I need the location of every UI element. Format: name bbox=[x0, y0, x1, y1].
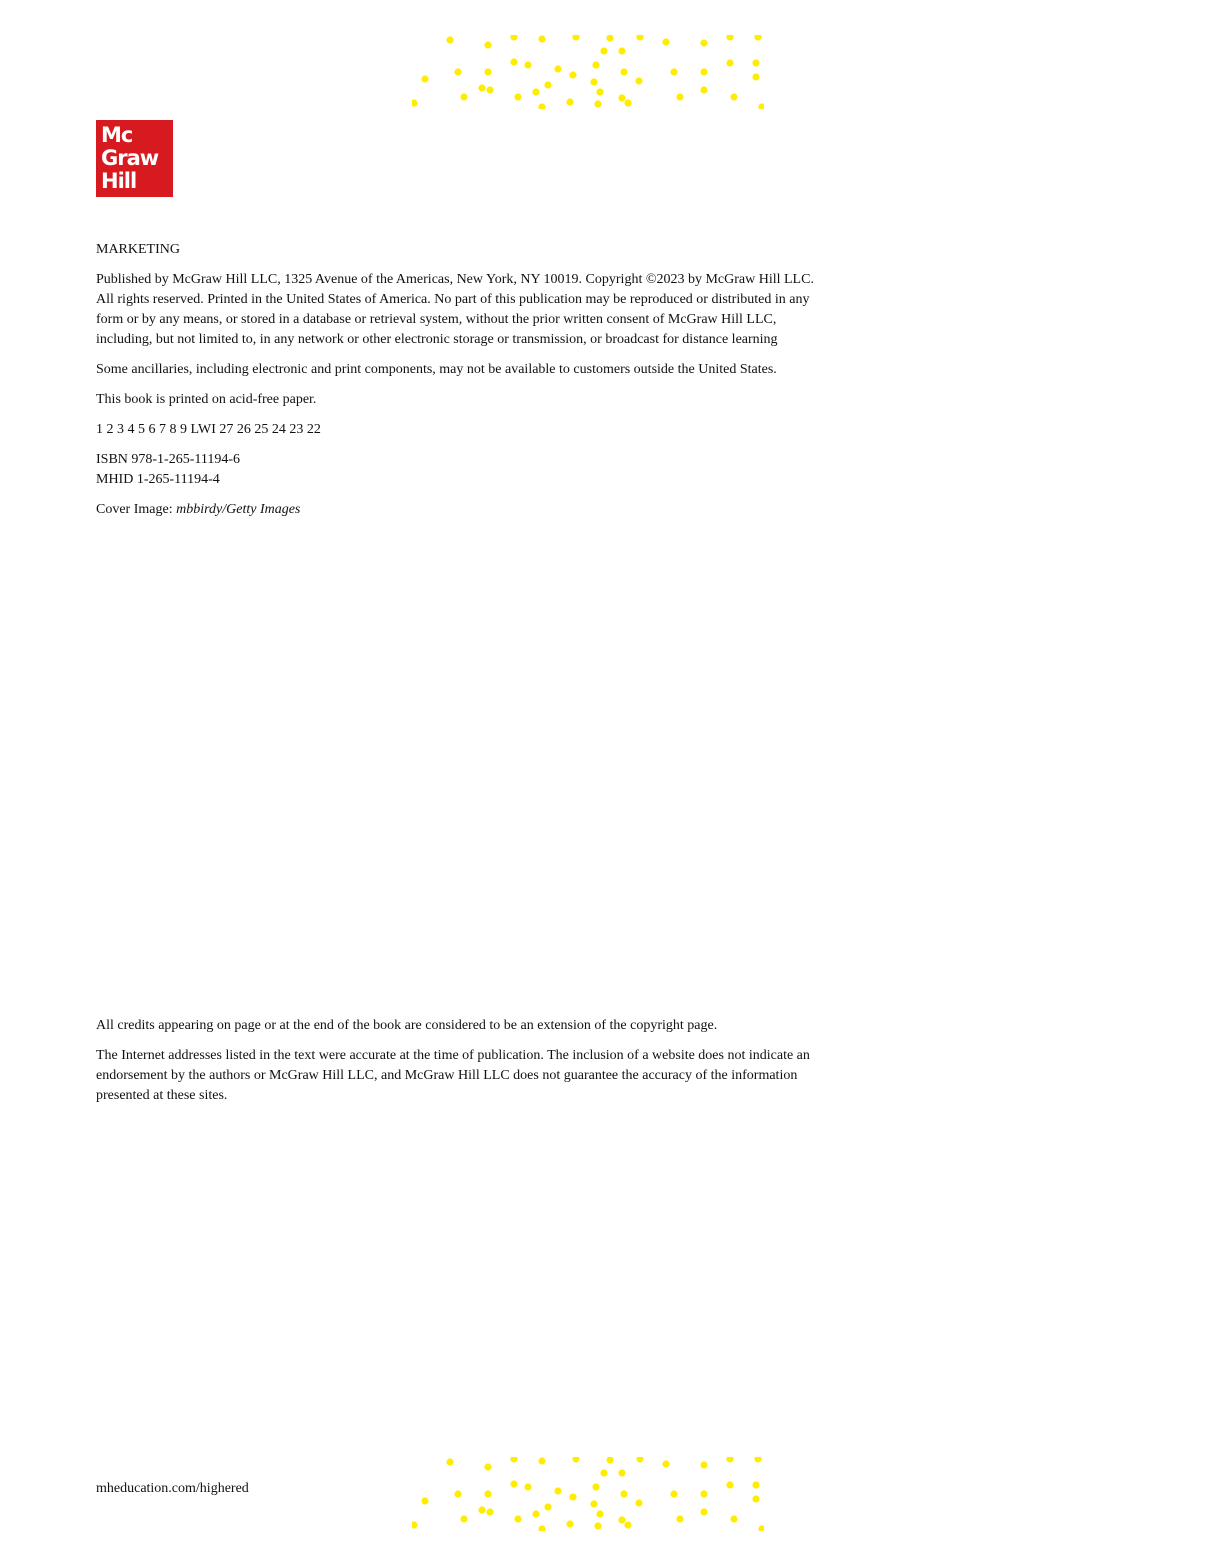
logo-line-3: Hill bbox=[101, 169, 137, 193]
isbn: ISBN 978-1-265-11194-6 bbox=[96, 452, 241, 467]
publication-notice: Published by McGraw Hill LLC, 1325 Avenue of the Americas, New York, NY 10019. Copyright ©2023 by McGraw Hill LLC. All rights reserved. Printed in the United States of America. No part of this publication may be reproduced or distributed in any form or by any means, or stored in a database or retrieval system, without the prior written consent of McGraw Hill LLC, including, but not limited to, in any network or other electronic storage or transmission, or broadcast for distance learning bbox=[96, 272, 814, 347]
print-line: 1 2 3 4 5 6 7 8 9 LWI 27 26 25 24 23 22 bbox=[96, 422, 321, 437]
credits-note: All credits appearing on page or at the end of the book are considered to be an extension of the copyright page. bbox=[96, 1018, 718, 1033]
decorative-dots-top bbox=[412, 35, 764, 109]
cover-image-label: Cover Image: bbox=[96, 502, 177, 517]
identifiers bbox=[96, 450, 816, 490]
cover-image-credit bbox=[96, 500, 816, 520]
logo-line-1: Mc bbox=[101, 123, 133, 147]
cover-image-source: mbbirdy/Getty Images bbox=[176, 502, 301, 517]
mcgraw-hill-logo bbox=[96, 120, 173, 197]
decorative-dots-bottom bbox=[412, 1457, 764, 1531]
mhid: MHID 1-265-11194-4 bbox=[96, 472, 220, 487]
internet-note: The Internet addresses listed in the text were accurate at the time of publication. The inclusion of a website does not indicate an endorsement by the authors or McGraw Hill LLC, and McGraw Hill LLC does not guarantee the accuracy of the information presented at these sites. bbox=[96, 1048, 810, 1103]
ancillaries-notice: Some ancillaries, including electronic and print components, may not be available to customers outside the United States. bbox=[96, 362, 777, 377]
copyright-block bbox=[96, 240, 816, 530]
logo-line-2: Graw bbox=[101, 146, 159, 170]
footer-url: mheducation.com/highered bbox=[96, 1481, 249, 1496]
credits-block bbox=[96, 1016, 816, 1116]
paper-notice: This book is printed on acid-free paper. bbox=[96, 392, 317, 407]
book-title: MARKETING bbox=[96, 242, 180, 257]
